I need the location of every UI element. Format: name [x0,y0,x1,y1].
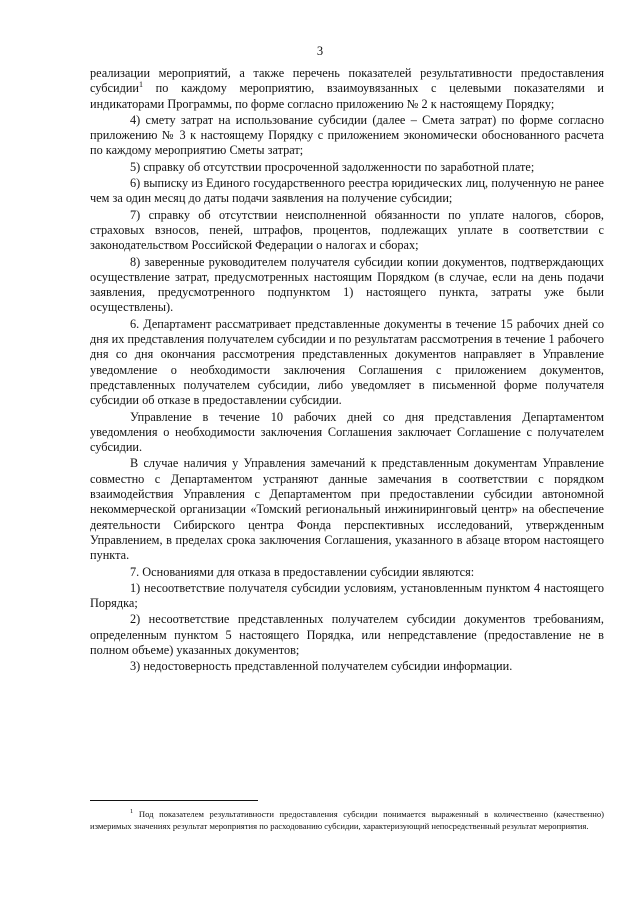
paragraph-text: по каждому мероприятию, взаимоувязанных с целевыми показателями и индикаторами Программы, по форме согласно приложению № 2 к настоящему Порядку; [90,81,605,111]
paragraph: 6) выписку из Единого государственного реестра юридических лиц, полученную не ранее чем за один месяц до даты подачи заявления на получение субсидии; [90,176,604,206]
footnote-reference: 1 [139,80,143,90]
paragraph: 7. Основаниями для отказа в предоставлении субсидии являются: [130,564,475,579]
paragraph: 7) справку об отсутствии неисполненной обязанности по уплате налогов, сборов, страховых взносов, пеней, штрафов, процентов, подлежащих уплате в соответствии с законодательством Российской Федерации о налогах и сборах; [90,207,604,253]
page-number: 3 [316,44,324,58]
paragraph: Управление в течение 10 рабочих дней со дня представления Департаментом уведомления о необходимости заключения Соглашения заключает Соглашение с получателем субсидии. [90,409,604,455]
footnote-marker: 1 [130,808,134,816]
paragraph [90,66,604,112]
paragraph: В случае наличия у Управления замечаний к представленным документам Управление совместно с Департаментом устраняют данные замечания в соответствии с порядком взаимодействия Управления с Департаментом при предоставлении субсидии автономной некоммерческой организации «Томский региональный инжиниринговый центр» на обеспечение деятельности Сибирского центра Фонда перспективных исследований, утвержденным Управлением, в пределах срока заключения Соглашения, указанного в абзаце втором настоящего пункта. [90,456,604,563]
document-body [90,66,604,675]
paragraph: 4) смету затрат на использование субсидии (далее – Смета затрат) по форме согласно приложению № 3 к настоящему Порядку с приложением экономически обоснованного расчета по каждому мероприятию Сметы затрат; [90,112,604,158]
footnote-text: Под показателем результативности предоставления субсидии понимается выраженный в количественно (качественно) измеримых значениях результат мероприятия по расходованию субсидии, характеризующий непосредственный результат мероприятия. [90,809,604,832]
footnote [90,808,604,833]
paragraph: 5) справку об отсутствии просроченной задолженности по заработной плате; [130,159,535,174]
paragraph: 6. Департамент рассматривает представленные документы в течение 15 рабочих дней со дня их представления получателем субсидии и по результатам рассмотрения в течение 1 рабочего дня со дня окончания рассмотрения представленных документов направляет в Управление уведомление о необходимости заключения Соглашения с приложением документов, представленных получателем субсидии, либо уведомляет в письменной форме получателя субсидии об отказе в предоставлении субсидии. [90,316,604,408]
paragraph: 1) несоответствие получателя субсидии условиям, установленным пунктом 4 настоящего Порядка; [90,580,604,611]
paragraph: 3) недостоверность представленной получателем субсидии информации. [130,659,513,674]
paragraph: 2) несоответствие представленных получателем субсидии документов требованиям, определенным пунктом 5 настоящего Порядка, или непредставление (предоставление не в полном объеме) указанных документов; [90,612,604,657]
paragraph: 8) заверенные руководителем получателя субсидии копии документов, подтверждающих осуществление затрат, предусмотренных настоящим Порядком (в случае, если на день подачи заявления, предусмотренного подпунктом 1) настоящего пункта, затраты уже были осуществлены). [90,254,604,315]
footnote-divider [90,800,258,801]
paragraph-text: реализации мероприятий, а также перечень показателей результативности предоставления субсидии [90,66,604,96]
